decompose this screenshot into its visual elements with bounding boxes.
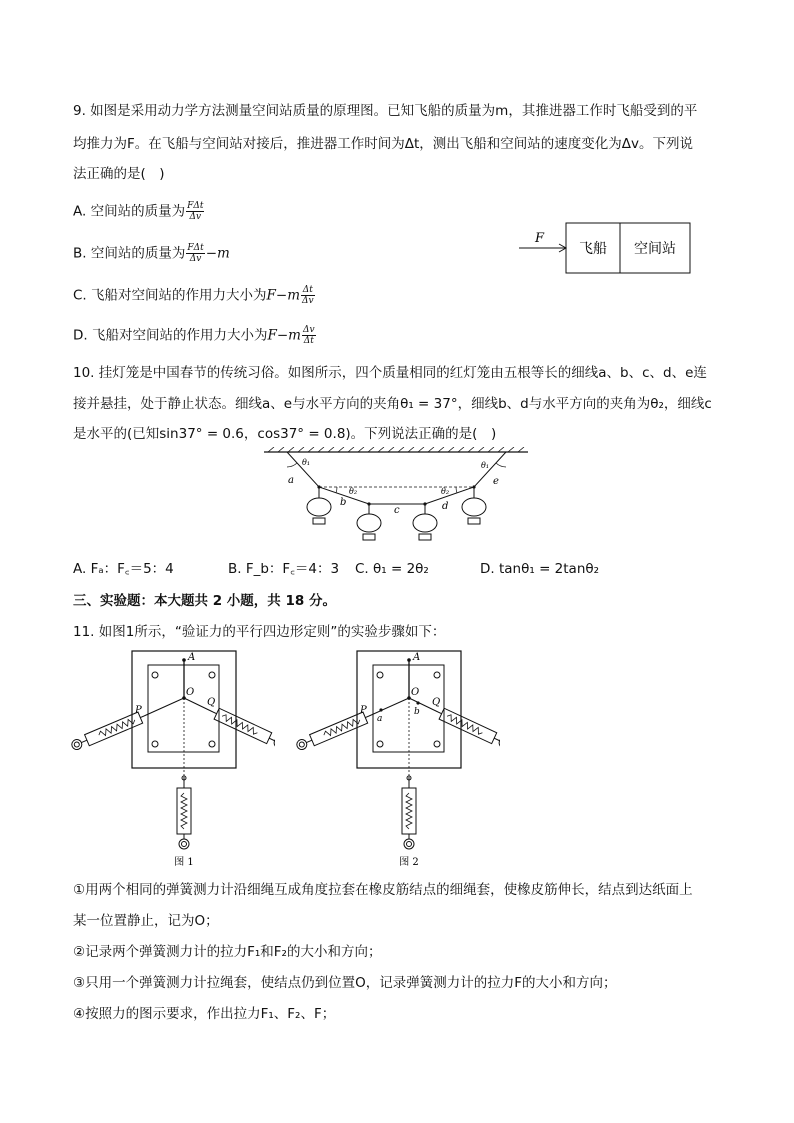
q11-step2: ②记录两个弹簧测力计的拉力F₁和F₂的大小和方向； [73,944,382,960]
q9-option-c-text: C. 飞船对空间站的作用力大小为 [73,287,267,304]
q11-step1-line1: ①用两个相同的弹簧测力计沿细绳互成角度拉套在橡皮筋结点的细绳套，使橡皮筋伸长，结点到达纸面上 [73,882,693,898]
fig2-label-O: O [411,687,420,698]
fig2-label-A: A [413,652,421,663]
q11-figure-2 [295,648,500,873]
fig2-caption: 图 2 [399,857,419,868]
q10-label-d: d [442,501,449,512]
q10-string-path [287,452,506,504]
q9-option-a[interactable] [73,201,205,222]
q10-option-b[interactable]: B. F_b：F꜀＝4：3 [228,561,340,577]
q10-lantern-figure [262,447,532,547]
q10-option-d[interactable]: D. tanθ₁ = 2tanθ₂ [480,561,600,577]
q10-label-theta1-left: θ₁ [302,458,311,467]
q10-option-c[interactable]: C. θ₁ = 2θ₂ [355,561,429,577]
fig1-caption: 图 1 [174,857,194,868]
q9-station-label: 空间站 [634,241,676,257]
fig1-label-A: A [188,652,196,663]
q11-step3: ③只用一个弹簧测力计拉绳套，使结点仍到位置O，记录弹簧测力计的拉力F的大小和方向； [73,975,617,991]
q10-label-e: e [493,476,499,487]
q9-line-1: 9. 如图是采用动力学方法测量空间站质量的原理图。已知飞船的质量为m，其推进器工作时飞船受到的平 [73,103,698,119]
q11-step4: ④按照力的图示要求，作出拉力F₁、F₂、F； [73,1006,336,1022]
q9-option-a-fraction: $\frac{\text{FΔt}}{\Delta v}$ [187,201,204,222]
q9-option-c-mid: F−m [266,287,300,304]
fig2-label-b: b [414,707,420,717]
q9-figure [515,220,695,278]
q10-line-2: 接并悬挂，处于静止状态。细线a、e与水平方向的夹角θ₁ = 37°，细线b、d与水平方向的夹角为θ₂，细线c [73,396,712,412]
q9-option-c-fraction: $\frac{\Delta t}{\Delta v}$ [302,285,314,306]
q9-option-d-text: D. 飞船对空间站的作用力大小为 [73,327,268,344]
fig2-label-Q: Q [432,697,441,708]
fig2-label-P: P [360,705,367,716]
fig2-label-a: a [377,714,383,724]
fig1-label-P: P [135,705,142,716]
q10-label-a: a [288,475,294,486]
q10-option-a[interactable]: A. Fₐ：F꜀＝5：4 [73,561,174,577]
q9-fig-force-label: F [535,231,545,246]
q9-option-d-fraction: $\frac{\Delta v}{\Delta t}$ [302,325,315,346]
q11-step1-line2: 某一位置静止，记为O； [73,913,219,929]
q9-option-b-fraction: $\frac{\text{FΔt}}{\Delta v}$ [187,243,204,264]
q10-label-theta2-right: θ₂ [441,487,450,496]
q9-ship-label: 飞船 [579,241,607,257]
q9-option-b-text: B. 空间站的质量为 [73,245,186,262]
q9-line-2: 均推力为F。在飞船与空间站对接后，推进器工作时间为Δt，测出飞船和空间站的速度变化为Δv。下列说 [73,136,694,152]
section-3-heading: 三、实验题：本大题共 2 小题，共 18 分。 [73,593,336,609]
q10-label-c: c [394,505,400,516]
q9-option-c[interactable] [73,285,316,306]
q11-figure-1 [70,648,275,873]
q9-option-d-mid: F−m [267,327,301,344]
q10-label-theta2-left: θ₂ [349,487,358,496]
q10-label-theta1-right: θ₁ [481,461,490,470]
q9-option-b[interactable] [73,243,230,264]
fig1-label-O: O [186,687,195,698]
q9-option-d[interactable] [73,325,317,346]
q10-ceiling-hatch [268,447,524,452]
q11-intro: 11. 如图1所示，“验证力的平行四边形定则”的实验步骤如下： [73,624,446,640]
q10-line-1: 10. 挂灯笼是中国春节的传统习俗。如图所示，四个质量相同的红灯笼由五根等长的细线a、b、c、d、e连 [73,365,707,381]
q10-line-3: 是水平的(已知sin37° = 0.6，cos37° = 0.8)。下列说法正确的是( ) [73,426,497,442]
q9-option-a-text: A. 空间站的质量为 [73,203,186,220]
q10-label-b: b [340,497,347,508]
q9-option-b-tail: −m [205,245,230,262]
q9-line-3: 法正确的是( ) [73,166,165,182]
fig1-label-Q: Q [207,697,216,708]
